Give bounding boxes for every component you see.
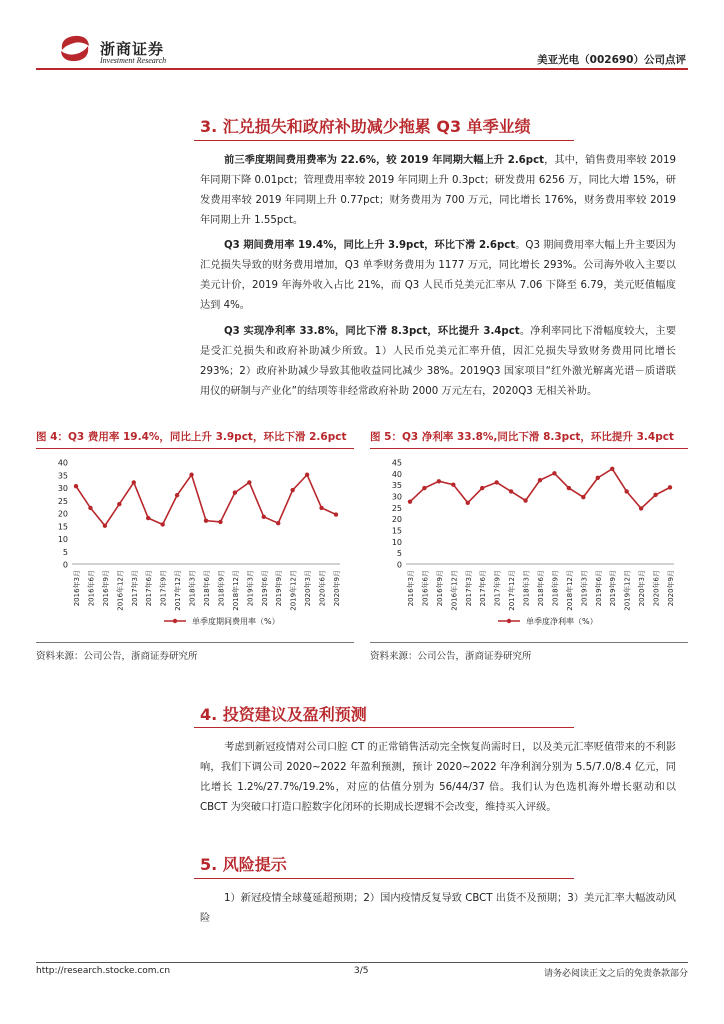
x-tick-label: 2017年6月 [479,570,488,607]
data-point [437,479,441,483]
data-point [451,482,455,486]
y-tick-label: 0 [396,560,402,570]
section-3-paragraph-3 [200,322,676,402]
data-point [408,499,412,503]
data-point [247,480,251,484]
s5-text: 1）新冠疫情全球蔓延超预期；2）国内疫情反复导致 CBCT 出货不及预期；3）美元汇率大幅波动风险 [200,893,676,924]
page-number: 3/5 [354,966,369,976]
x-tick-label: 2018年12月 [565,570,574,611]
header-divider [36,68,688,70]
data-point [523,498,527,502]
data-point [668,485,672,489]
figure-5-title: 图 5：Q3 净利率 33.8%,同比下滑 8.3pct，环比提升 3.4pct [370,431,674,443]
data-point [494,480,498,484]
y-tick-label: 15 [391,526,402,536]
p2-text: 。Q3 期间费用率大幅上升主要因为汇兑损失导致的财务费用增加，Q3 单季财务费用为 1177 万元，同比增长 293%。公司海外收入主要以美元计价，2019 年海外收入占比 21%，而 Q3 人民币兑美元汇率从 7.06 下降至 6.79，美元贬值幅度达到 4%。 [200,240,676,311]
data-point [262,515,266,519]
x-tick-label: 2018年6月 [537,570,545,607]
data-point [552,471,556,475]
x-tick-label: 2019年6月 [594,570,603,607]
y-tick-label: 30 [57,484,68,493]
y-tick-label: 35 [391,481,402,491]
x-tick-label: 2016年6月 [421,570,430,607]
series-line [410,469,670,509]
x-tick-label: 2017年3月 [130,570,139,607]
section-4-paragraph [200,738,676,818]
x-tick-label: 2020年6月 [318,570,327,607]
company-name-cn: 浙商证券 [100,40,165,58]
x-tick-label: 2020年9月 [667,570,675,607]
data-point [319,506,323,510]
data-point [276,521,280,525]
data-point [422,486,426,490]
legend-marker [173,619,177,623]
data-point [610,467,614,471]
x-tick-label: 2016年3月 [407,570,415,607]
legend-marker [507,619,511,623]
x-tick-label: 2018年12月 [231,570,240,611]
x-tick-label: 2019年12月 [623,570,632,611]
figure-4-source: 资料来源：公司公告，浙商证券研究所 [36,651,198,662]
y-tick-label: 40 [57,458,68,468]
figure-4-source-rule [36,642,354,643]
x-tick-label: 2018年3月 [188,570,197,607]
x-tick-label: 2016年12月 [116,570,125,611]
y-tick-label: 25 [57,496,68,506]
data-point [639,506,643,510]
y-tick-label: 30 [391,492,402,502]
x-tick-label: 2017年9月 [493,570,502,607]
data-point [189,473,193,477]
figure-5-chart [370,454,688,640]
footer-divider [36,962,688,963]
x-tick-label: 2017年12月 [174,570,183,611]
x-tick-label: 2017年9月 [159,570,168,607]
x-tick-label: 2019年6月 [260,570,269,607]
legend-label: 单季度净利率（%） [526,617,598,626]
x-tick-label: 2016年3月 [73,570,81,607]
company-name-en: Investment Research [100,56,167,65]
data-point [218,520,222,524]
section-4-title: 4. 投资建议及盈利预测 [200,705,367,724]
data-point [581,495,585,499]
x-tick-label: 2019年12月 [289,570,298,611]
figure-4-chart [36,454,354,640]
p3-highlight: Q3 实现净利率 33.8%，同比下滑 8.3pct，环比提升 3.4pct [224,326,520,337]
data-point [117,502,121,506]
series-line [76,475,336,526]
y-tick-label: 25 [391,503,402,513]
y-tick-label: 5 [396,549,402,559]
figure-5-source-rule [370,642,688,643]
x-tick-label: 2018年9月 [217,570,226,607]
section-5-title: 5. 风险提示 [200,855,287,874]
figure-5-rule [370,448,688,449]
data-point [160,522,164,526]
data-point [509,489,513,493]
x-tick-label: 2020年9月 [333,570,341,607]
x-tick-label: 2019年3月 [246,570,255,607]
y-tick-label: 10 [391,537,402,547]
x-tick-label: 2019年3月 [580,570,589,607]
data-point [596,476,600,480]
p1-text: ，其中，销售费用率较 2019 年同期下降 0.01pct；管理费用率较 2019 年同期上升 0.3pct；研发费用 6256 万，同比大增 15%，研发费用率较 2019 年同期上升 0.77pct；财务费用为 700 万元，同比增长 176%，财务费用率较 2019 年同期上升 1.55pct。 [200,155,676,226]
p3-text: 。净利率同比下滑幅度较大，主要是受汇兑损失和政府补助减少所致。1）人民币兑美元汇率升值，因汇兑损失导致财务费用同比增长 293%；2）政府补助减少导致其他收益同比减少 38%。2019Q3 国家项目“红外激光解离光谱－质谱联用仪的研制与产业化”的结项等非经常政府补助 2000 万元左右，2020Q3 无相关补助。 [200,326,677,397]
footer-disclaimer: 请务必阅读正文之后的免责条款部分 [543,969,688,979]
data-point [305,473,309,477]
data-point [567,486,571,490]
x-tick-label: 2016年12月 [450,570,459,611]
data-point [624,489,628,493]
data-point [653,493,657,497]
data-point [466,501,470,505]
footer-url[interactable]: http://research.stocke.com.cn [36,966,171,976]
figure-4-title: 图 4：Q3 费用率 19.4%，同比上升 3.9pct，环比下滑 2.6pct [36,431,347,443]
x-tick-label: 2018年3月 [522,570,531,607]
report-title: 美亚光电（002690）公司点评 [537,54,686,66]
y-tick-label: 0 [62,560,68,570]
data-point [175,493,179,497]
x-tick-label: 2019年9月 [609,570,618,607]
data-point [88,506,92,510]
x-tick-label: 2020年3月 [638,570,647,607]
x-tick-label: 2017年3月 [464,570,473,607]
x-tick-label: 2020年3月 [304,570,313,607]
data-point [538,478,542,482]
data-point [146,516,150,520]
x-tick-label: 2017年6月 [145,570,154,607]
section-4-underline [194,727,574,728]
data-point [103,524,107,528]
data-point [290,488,294,492]
y-tick-label: 5 [62,547,68,557]
x-tick-label: 2016年9月 [435,570,444,607]
x-tick-label: 2020年6月 [652,570,661,607]
x-tick-label: 2016年9月 [101,570,110,607]
section-3-title: 3. 汇兑损失和政府补助减少拖累 Q3 单季业绩 [200,117,531,136]
logo-icon [58,32,92,64]
section-3-paragraph-1 [200,151,676,231]
x-tick-label: 2016年6月 [87,570,96,607]
data-point [132,480,136,484]
p1-highlight: 前三季度期间费用费率为 22.6%，较 2019 年同期大幅上升 2.6pct [224,155,544,166]
s4-text: 考虑到新冠疫情对公司口腔 CT 的正常销售活动完全恢复尚需时日，以及美元汇率贬值带来的不利影响，我们下调公司 2020~2022 年盈利预测，预计 2020~2022 年净利润分别为 5.5/7.0/8.4 亿元，同比增长 1.2%/27.7%/19.2%，对应的估值分别为 56/44/37 倍。我们认为色选机海外增长驱动和以 CBCT 为突破口打造口腔数字化闭环的长期成长逻辑不会改变，维持买入评级。 [200,742,676,813]
data-point [334,512,338,516]
y-tick-label: 35 [57,471,68,481]
p2-highlight: Q3 期间费用率 19.4%，同比上升 3.9pct，环比下滑 2.6pct [224,240,516,251]
data-point [480,486,484,490]
x-tick-label: 2019年9月 [275,570,284,607]
y-tick-label: 15 [57,522,68,532]
data-point [233,490,237,494]
y-tick-label: 45 [391,458,402,468]
section-3-paragraph-2 [200,236,676,316]
x-tick-label: 2018年9月 [551,570,560,607]
y-tick-label: 10 [57,535,68,544]
x-tick-label: 2018年6月 [203,570,211,607]
section-3-underline [194,140,574,141]
section-5-underline [194,878,574,879]
section-5-paragraph [200,889,676,929]
figure-4-rule [36,448,354,449]
figure-5-source: 资料来源：公司公告，浙商证券研究所 [370,651,532,662]
legend-label: 单季度期间费用率（%） [192,617,280,626]
y-tick-label: 40 [391,469,402,479]
y-tick-label: 20 [57,509,68,519]
y-tick-label: 20 [391,515,402,525]
x-tick-label: 2017年12月 [508,570,517,611]
data-point [204,518,208,522]
data-point [74,484,78,488]
